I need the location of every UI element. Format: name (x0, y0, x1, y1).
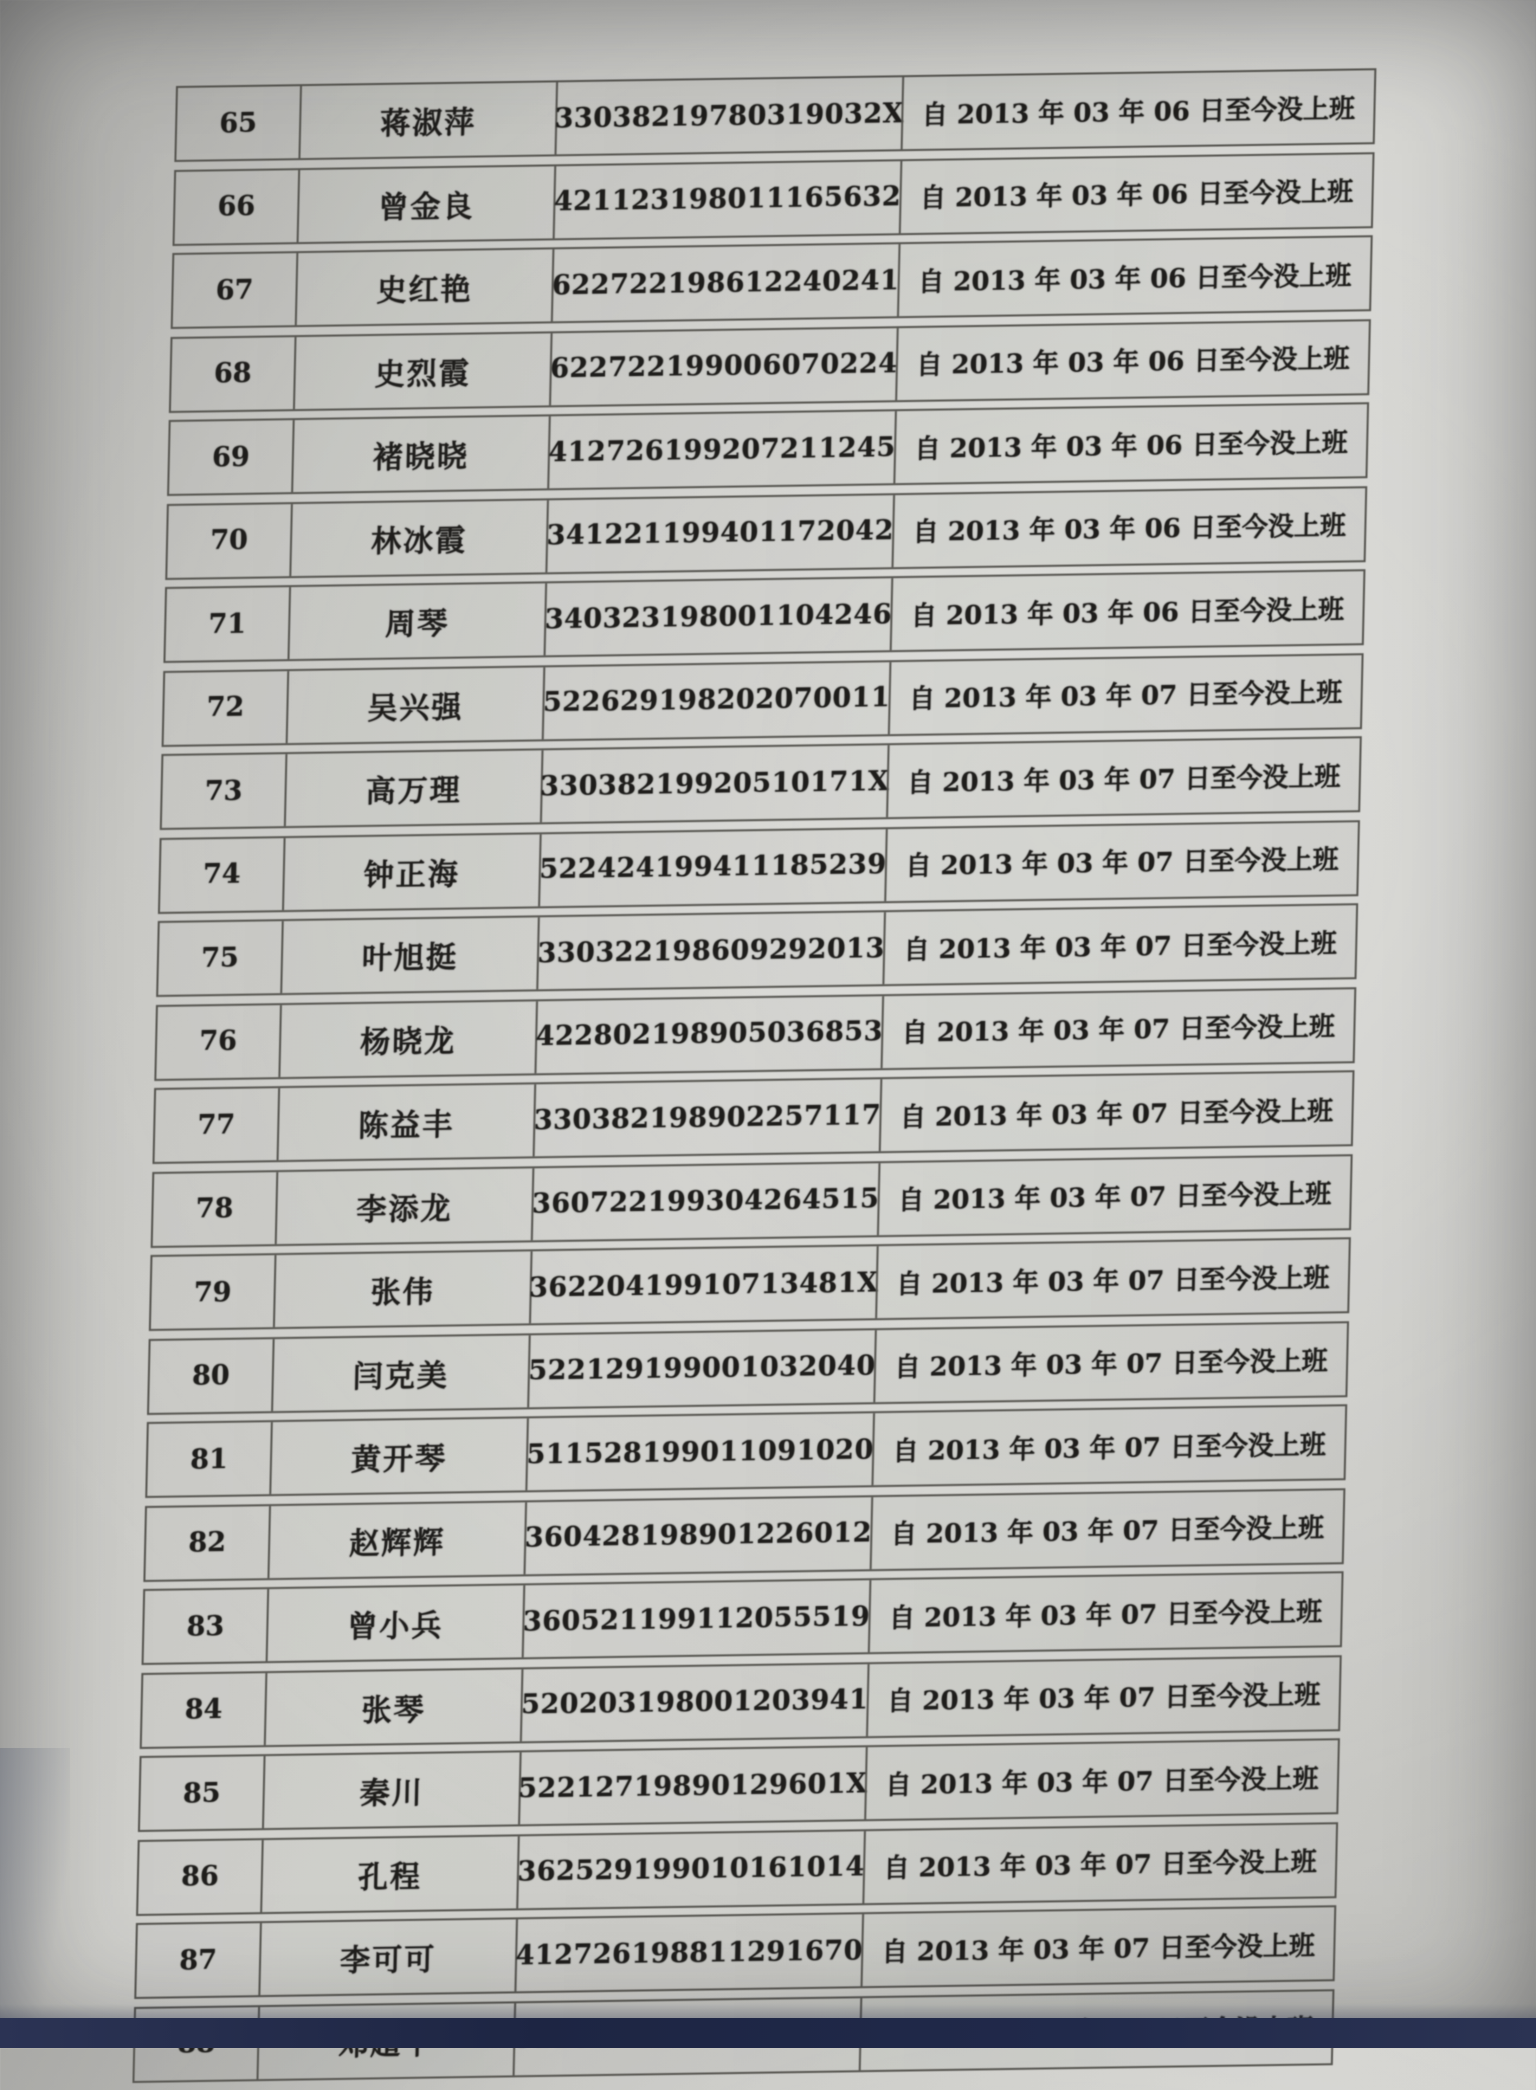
absence-status: 自 2013 年 03 年 07 日至今没上班 (868, 1573, 1342, 1652)
employee-name: 高万理 (284, 750, 542, 826)
absence-status: 自 2013 年 03 年 06 日至今没上班 (890, 571, 1364, 650)
id-number: 330322198609292013 (536, 912, 884, 989)
table-row (136, 1822, 1338, 1916)
absence-status: 自 2013 年 03 年 07 日至今没上班 (873, 1323, 1347, 1402)
absence-status: 自 2013 年 03 年 07 日至今没上班 (861, 1907, 1335, 1986)
id-number: 622722199006070224 (549, 328, 897, 405)
id-number: 360521199112055519 (522, 1580, 870, 1657)
table-row (145, 1404, 1347, 1498)
id-number: 360428198901226012 (524, 1497, 872, 1574)
absence-status: 自 2013 年 03 年 07 日至今没上班 (886, 738, 1360, 817)
table-row (171, 235, 1373, 329)
id-number: 360722199304264515 (531, 1163, 879, 1240)
employee-name: 钟正海 (282, 834, 540, 910)
row-number: 84 (184, 1693, 223, 1726)
absence-status: 自 2013 年 03 年 06 日至今没上班 (901, 70, 1375, 149)
table-row (169, 319, 1371, 413)
table-row (165, 486, 1367, 580)
employee-name: 赵辉辉 (267, 1502, 525, 1578)
table-row (154, 987, 1356, 1081)
absence-status: 自 2013 年 03 年 06 日至今没上班 (892, 488, 1366, 567)
employee-name: 陈益丰 (277, 1084, 535, 1160)
row-number: 78 (195, 1192, 234, 1225)
id-number: 412726198811291670 (514, 1914, 862, 1991)
row-number: 82 (188, 1526, 227, 1559)
table-row (174, 68, 1376, 162)
row-number: 86 (180, 1860, 220, 1893)
employee-name: 叶旭挺 (280, 917, 538, 993)
absence-status: 自 2013 年 03 年 07 日至今没上班 (881, 989, 1355, 1068)
table-row (138, 1738, 1340, 1832)
table-row (162, 653, 1364, 747)
absence-status: 自 2013 年 03 年 07 日至今没上班 (866, 1657, 1340, 1736)
row-number: 69 (211, 441, 251, 473)
id-number: 36220419910713481X (529, 1246, 877, 1323)
row-number: 73 (204, 775, 243, 807)
absence-status: 自 2013 年 03 年 07 日至今没上班 (875, 1239, 1349, 1318)
table-row (163, 569, 1365, 663)
absence-status: 自 2013 年 03 年 07 日至今没上班 (888, 655, 1362, 734)
employee-name: 曾小兵 (266, 1585, 524, 1661)
employee-name: 黄开琴 (269, 1418, 527, 1494)
employee-name: 林冰霞 (289, 500, 547, 576)
employee-name: 李可可 (258, 1919, 516, 1995)
absence-status: 自 2013 年 03 年 06 日至今没上班 (897, 237, 1371, 316)
id-number: 33038219920510171X (540, 745, 888, 822)
desk-shadow-left (0, 1748, 70, 2028)
row-number: 80 (191, 1359, 230, 1392)
employee-name: 闫克美 (271, 1335, 529, 1411)
table-row (158, 820, 1360, 914)
row-number: 79 (193, 1276, 232, 1308)
employee-name: 杨晓龙 (278, 1001, 536, 1077)
row-number: 65 (219, 107, 258, 139)
attendance-table (132, 68, 1376, 2090)
id-number: 33038219780319032X (555, 77, 903, 154)
employee-name: 蒋淑萍 (298, 82, 556, 158)
employee-name: 史烈霞 (293, 333, 551, 409)
employee-name: 孔程 (260, 1836, 518, 1912)
employee-name: 张琴 (264, 1669, 522, 1745)
absence-status: 自 2013 年 03 年 07 日至今没上班 (864, 1740, 1338, 1819)
table-row (152, 1070, 1354, 1164)
id-number: 522629198202070011 (542, 662, 890, 739)
row-number: 75 (200, 942, 240, 974)
id-number: 330382198902257117 (533, 1079, 881, 1156)
row-number: 87 (178, 1944, 218, 1976)
table-row (149, 1237, 1351, 1331)
row-number: 70 (209, 524, 249, 557)
id-number: 421123198011165632 (553, 161, 901, 238)
row-number: 76 (199, 1025, 238, 1058)
id-number: 422802198905036853 (534, 996, 882, 1073)
table-row (167, 402, 1369, 496)
row-number: 67 (215, 274, 254, 306)
absence-status: 自 2013 年 03 年 07 日至今没上班 (870, 1490, 1344, 1569)
employee-name: 张伟 (273, 1251, 531, 1327)
absence-status: 自 2013 年 03 年 07 日至今没上班 (877, 1156, 1351, 1235)
id-number: 622722198612240241 (551, 244, 899, 321)
employee-name: 褚晓晓 (291, 416, 549, 492)
absence-status: 自 2013 年 03 年 07 日至今没上班 (871, 1406, 1345, 1485)
row-number: 68 (213, 357, 252, 390)
id-number: 52212719890129601X (518, 1747, 866, 1824)
employee-name: 吴兴强 (286, 667, 544, 743)
employee-name: 周琴 (287, 583, 545, 659)
row-number: 77 (197, 1109, 236, 1141)
row-number: 85 (182, 1777, 221, 1809)
row-number: 72 (206, 691, 245, 724)
id-number: 522424199411185239 (538, 829, 886, 906)
row-number: 83 (186, 1610, 225, 1642)
table-row (147, 1321, 1349, 1415)
desk-surface (0, 2018, 1536, 2048)
id-number: 520203198001203941 (520, 1664, 868, 1741)
table-row (140, 1655, 1342, 1749)
table-row (156, 903, 1358, 997)
employee-name: 秦川 (262, 1752, 520, 1828)
absence-status: 自 2013 年 03 年 06 日至今没上班 (893, 404, 1367, 483)
row-number: 74 (202, 858, 241, 891)
employee-name: 史红艳 (295, 249, 553, 325)
row-number: 71 (208, 608, 247, 640)
employee-name: 李添龙 (275, 1168, 533, 1244)
id-number: 412726199207211245 (547, 411, 895, 488)
table-row (173, 152, 1375, 246)
absence-status: 自 2013 年 03 年 07 日至今没上班 (862, 1824, 1336, 1903)
row-number: 81 (189, 1443, 229, 1475)
table-row (143, 1488, 1345, 1582)
employee-name: 曾金良 (297, 166, 555, 242)
table-row (151, 1154, 1353, 1248)
row-number: 66 (217, 190, 256, 223)
id-number: 341221199401172042 (545, 495, 893, 572)
id-number: 340323198001104246 (544, 578, 892, 655)
table-row (134, 1905, 1336, 1999)
absence-status: 自 2013 年 03 年 07 日至今没上班 (884, 822, 1358, 901)
absence-status: 自 2013 年 03 年 06 日至今没上班 (895, 321, 1369, 400)
table-row (160, 736, 1362, 830)
absence-status: 自 2013 年 03 年 07 日至今没上班 (882, 905, 1356, 984)
id-number: 522129199001032040 (527, 1330, 875, 1407)
id-number: 511528199011091020 (525, 1413, 873, 1490)
absence-status: 自 2013 年 03 年 07 日至今没上班 (879, 1072, 1353, 1151)
absence-status: 自 2013 年 03 年 06 日至今没上班 (899, 154, 1373, 233)
table-row (142, 1571, 1344, 1665)
id-number: 362529199010161014 (516, 1831, 864, 1908)
